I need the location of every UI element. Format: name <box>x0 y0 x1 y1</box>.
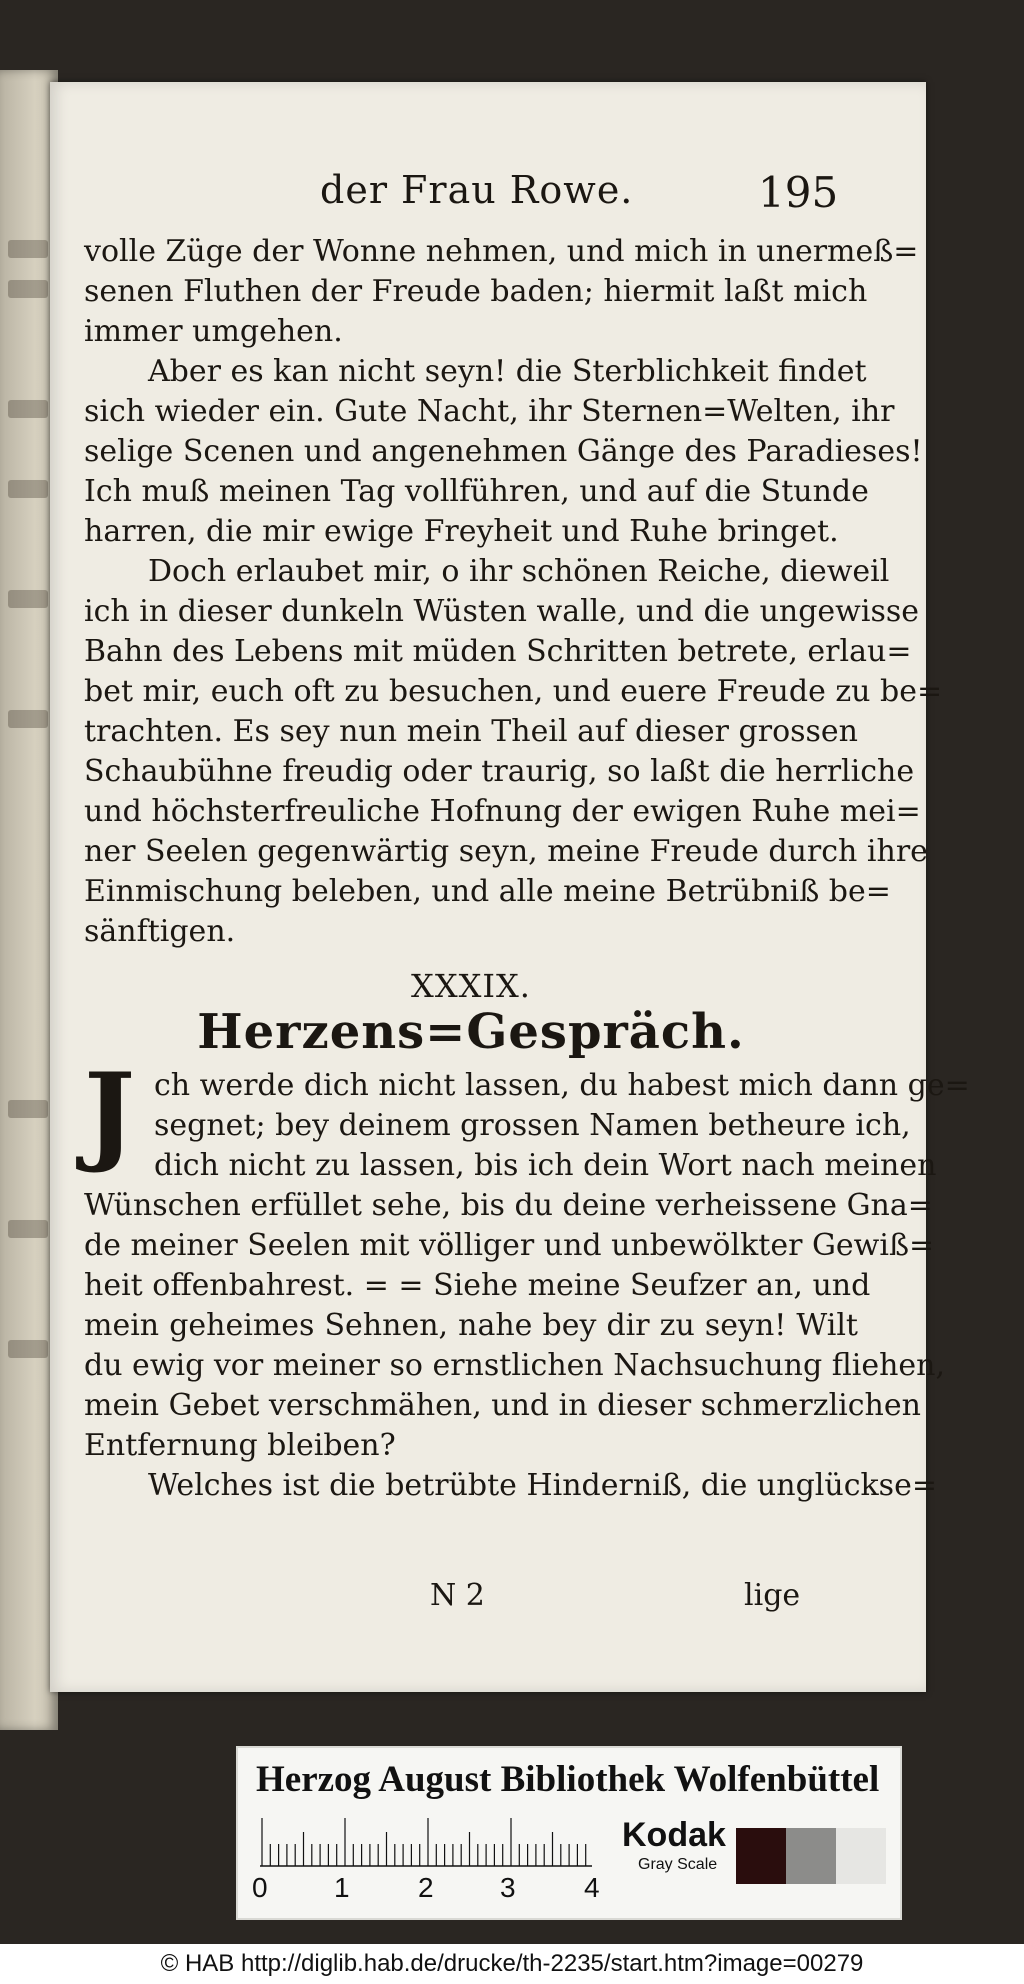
text-line: de meiner Seelen mit völliger und unbewölkter Gewiß= <box>84 1228 935 1263</box>
paragraph <box>84 552 943 952</box>
running-head <box>50 168 926 228</box>
text-line: Bahn des Lebens mit müden Schritten betrete, erlau= <box>84 634 912 669</box>
text-line: immer umgehen. <box>84 314 343 349</box>
copyright-footer: © HAB http://diglib.hab.de/drucke/th-2235/start.htm?image=00279 <box>0 1944 1024 1984</box>
text-line: Ich muß meinen Tag vollführen, und auf die Stunde <box>84 474 869 509</box>
text-line: Wünschen erfüllet sehe, bis du deine verheissene Gna= <box>84 1188 933 1223</box>
text-line: Welches ist die betrübte Hinderniß, die unglückse= <box>148 1468 937 1503</box>
paragraph <box>84 352 923 552</box>
body-text <box>84 232 970 1506</box>
paragraph <box>84 1466 937 1506</box>
text-line: Doch erlaubet mir, o ihr schönen Reiche, dieweil <box>148 554 890 589</box>
text-line: ch werde dich nicht lassen, du habest mich dann ge= <box>154 1068 970 1103</box>
ruler-number: 0 <box>252 1872 268 1903</box>
ruler-ticks <box>260 1814 592 1880</box>
signature-mark: N 2 <box>430 1578 485 1613</box>
bleed-through-mark <box>8 1220 48 1238</box>
text-line: Aber es kan nicht seyn! die Sterblichkeit findet <box>148 354 867 389</box>
swatch-dark <box>736 1828 786 1884</box>
running-title: der Frau Rowe. <box>320 168 634 212</box>
gray-scale-label: Gray Scale <box>638 1856 718 1873</box>
ruler-number: 3 <box>500 1872 516 1903</box>
swatch-light <box>836 1828 886 1884</box>
page-number: 195 <box>758 168 839 217</box>
text-line: heit offenbahrest. = = Siehe meine Seufzer an, und <box>84 1268 871 1303</box>
bleed-through-mark <box>8 1100 48 1118</box>
paragraph <box>84 232 919 352</box>
library-name: Herzog August Bibliothek Wolfenbüttel <box>256 1759 880 1800</box>
text-line: und höchsterfreuliche Hofnung der ewigen Ruhe mei= <box>84 794 921 829</box>
text-line: ner Seelen gegenwärtig seyn, meine Freude durch ihre <box>84 834 928 869</box>
page-footer-line <box>50 1578 926 1618</box>
section-title: Herzens=Gespräch. <box>197 1004 745 1060</box>
bleed-through-mark <box>8 590 48 608</box>
text-line: Entfernung bleiben? <box>84 1428 396 1463</box>
text-line: harren, die mir ewige Freyheit und Ruhe bringet. <box>84 514 839 549</box>
ruler-number: 2 <box>418 1872 434 1903</box>
text-line: segnet; bey deinem grossen Namen betheure ich, <box>154 1108 911 1143</box>
catchword: lige <box>744 1578 801 1613</box>
text-line: sich wieder ein. Gute Nacht, ihr Sternen=Welten, ihr <box>84 394 895 429</box>
text-line: selige Scenen und angenehmen Gänge des Paradieses! <box>84 434 923 469</box>
text-line: trachten. Es sey nun mein Theil auf dieser grossen <box>84 714 858 749</box>
text-line: mein geheimes Sehnen, nahe bey dir zu seyn! Wilt <box>84 1308 858 1343</box>
bleed-through-mark <box>8 280 48 298</box>
text-line: du ewig vor meiner so ernstlichen Nachsuchung fliehen, <box>84 1348 946 1383</box>
text-line: bet mir, euch oft zu besuchen, und euere Freude zu be= <box>84 674 943 709</box>
text-line: Schaubühne freudig oder traurig, so laßt die herrliche <box>84 754 915 789</box>
text-line: senen Fluthen der Freude baden; hiermit laßt mich <box>84 274 868 309</box>
text-line: volle Züge der Wonne nehmen, und mich in unermeß= <box>84 234 919 269</box>
ruler-number: 4 <box>584 1872 600 1903</box>
text-line: sänftigen. <box>84 914 236 949</box>
bleed-through-mark <box>8 240 48 258</box>
ruler-numbers <box>248 1872 608 1906</box>
color-scale-card <box>236 1746 902 1920</box>
swatch-mid <box>786 1828 836 1884</box>
text-line: dich nicht zu lassen, bis ich dein Wort nach meinen <box>154 1148 937 1183</box>
drop-cap: J <box>84 1050 136 1176</box>
text-line: mein Gebet verschmähen, und in dieser schmerzlichen <box>84 1388 921 1423</box>
text-line: Einmischung beleben, und alle meine Betrübniß be= <box>84 874 891 909</box>
section-paragraph <box>84 1050 970 1466</box>
bleed-through-mark <box>8 1340 48 1358</box>
text-line: ich in dieser dunkeln Wüsten walle, und die ungewisse <box>84 594 919 629</box>
ruler-number: 1 <box>334 1872 350 1903</box>
bleed-through-mark <box>8 400 48 418</box>
section-number: XXXIX. <box>411 967 531 1005</box>
bleed-through-mark <box>8 710 48 728</box>
bleed-through-mark <box>8 480 48 498</box>
ruler <box>260 1814 592 1880</box>
kodak-logo: Kodak <box>622 1816 726 1854</box>
book-page <box>50 82 970 1692</box>
